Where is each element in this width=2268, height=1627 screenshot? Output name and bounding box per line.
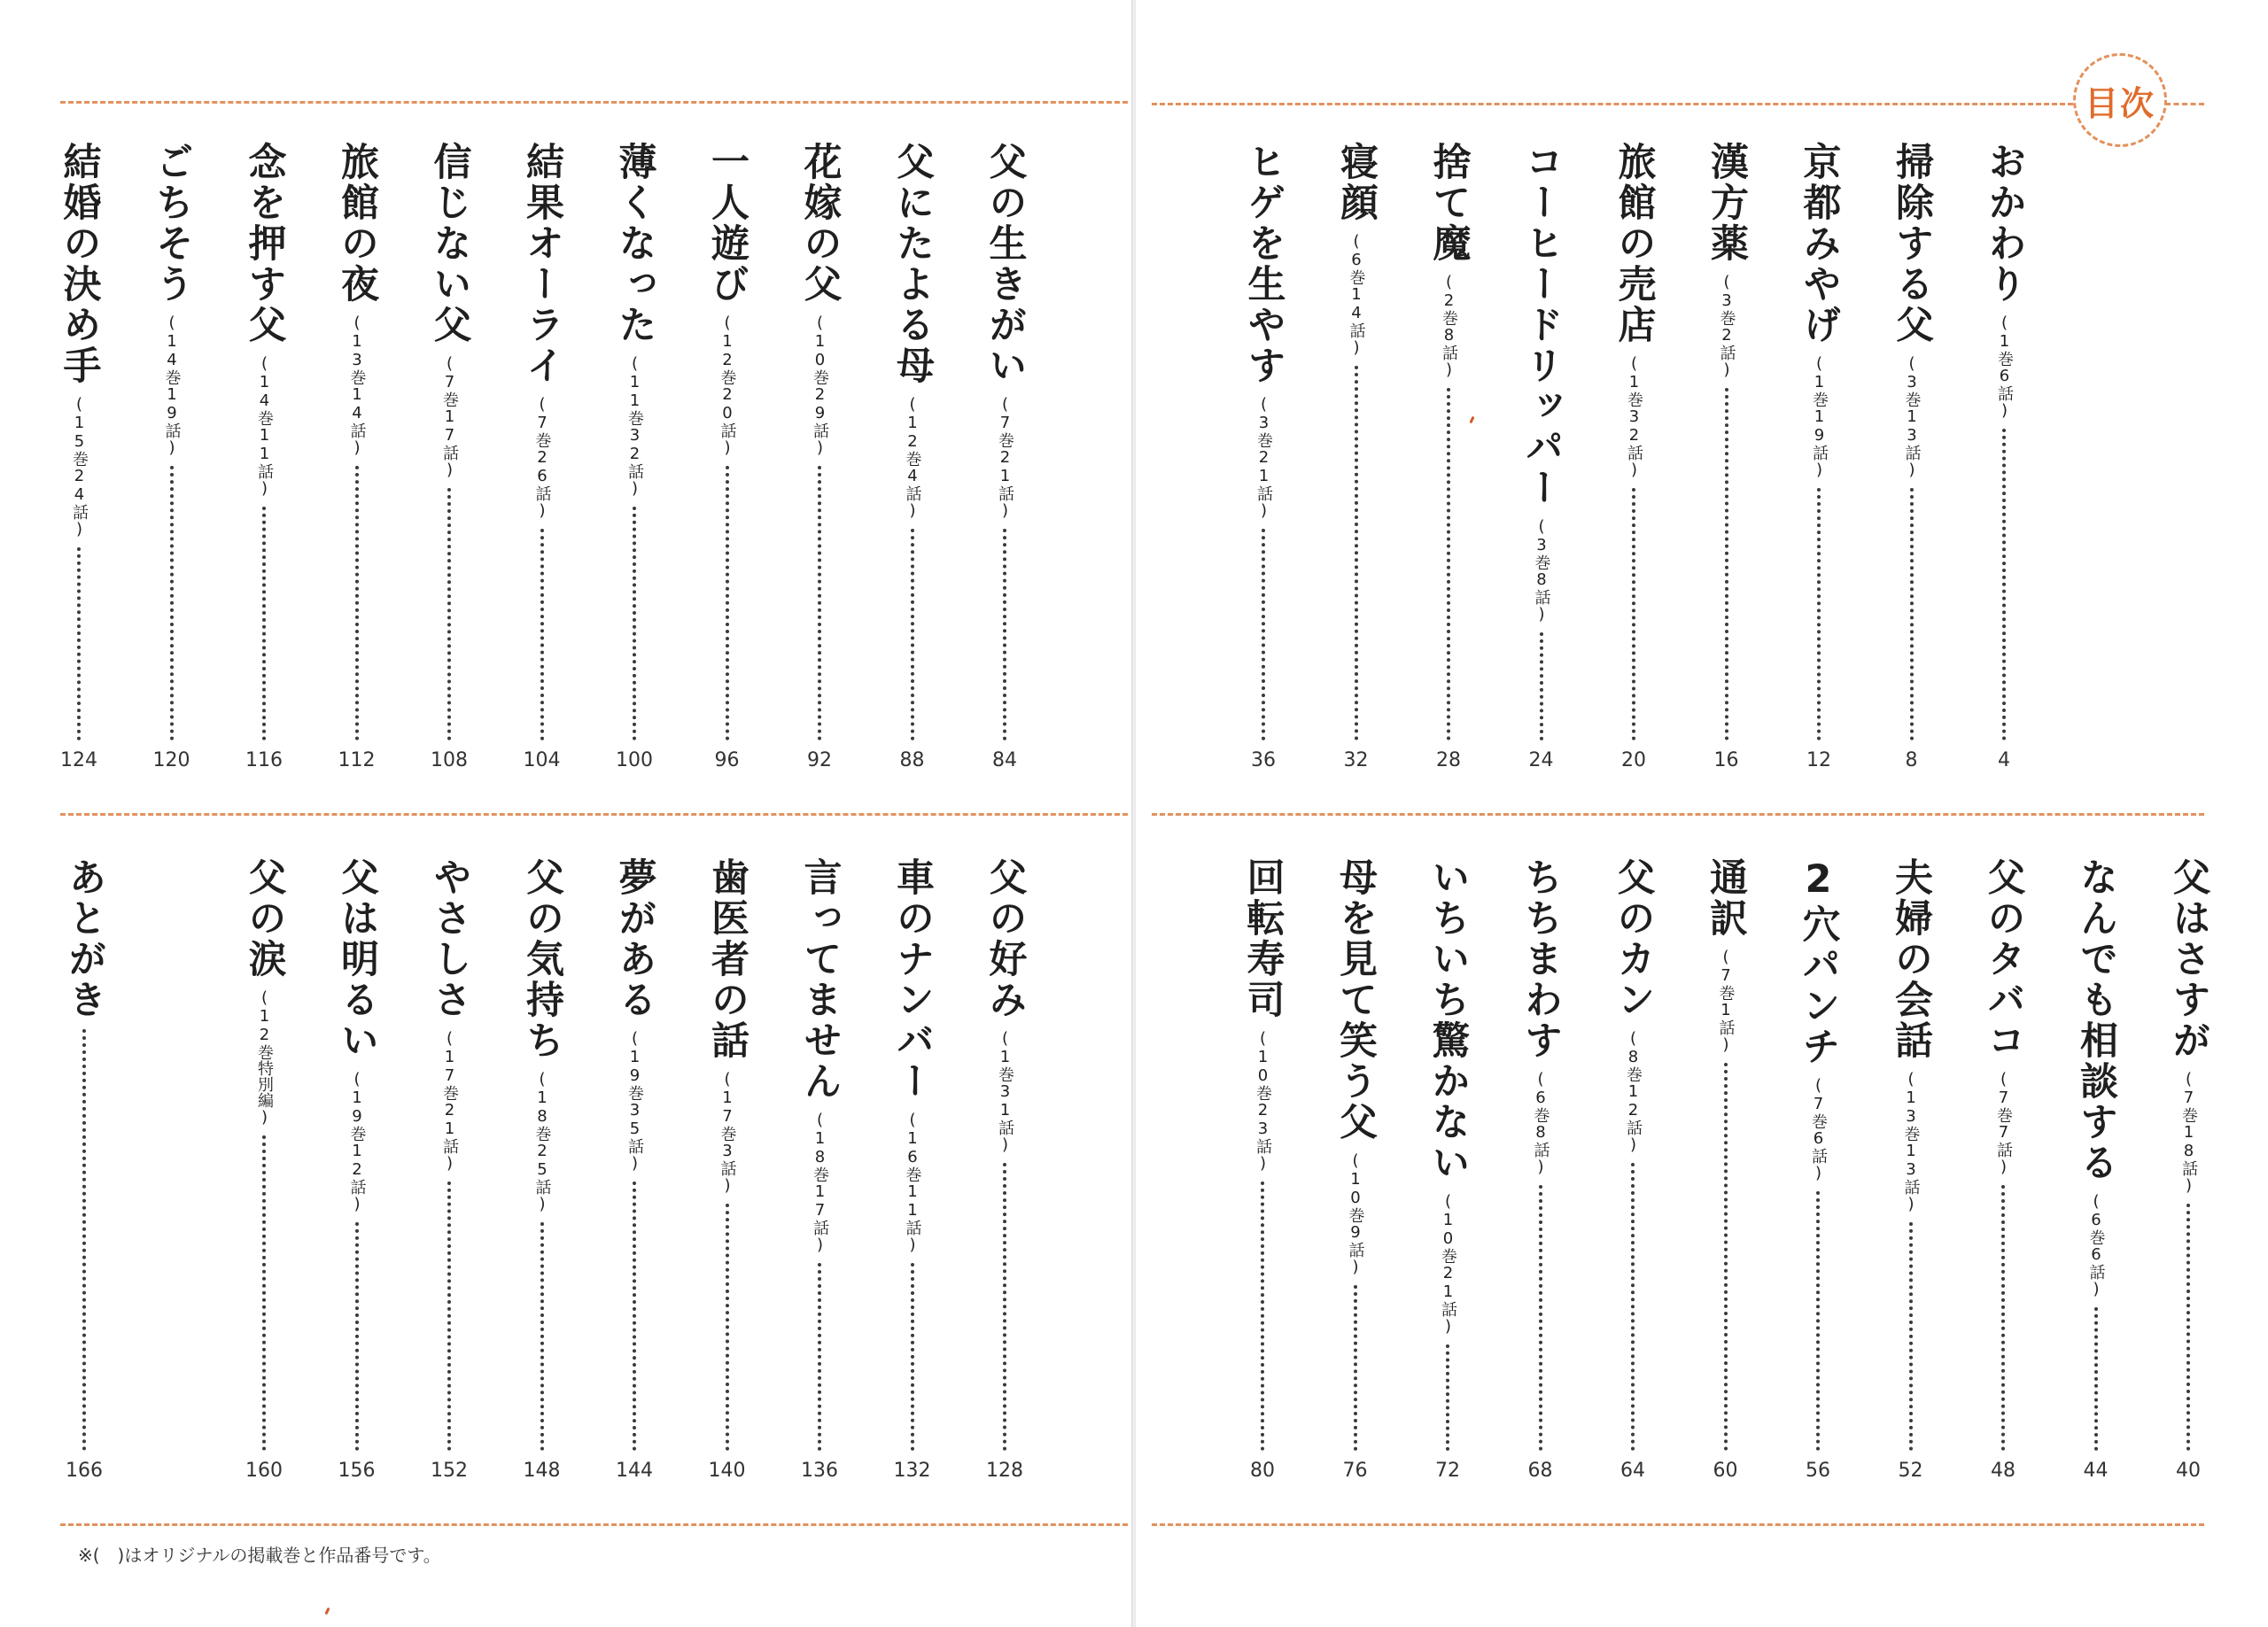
toc-entry-note: (1巻6話) bbox=[1995, 314, 2014, 420]
toc-entry-page: 44 bbox=[2083, 1460, 2109, 1482]
leader-dots bbox=[1909, 1222, 1913, 1451]
toc-entry-note: (7巻7話) bbox=[1994, 1070, 2013, 1176]
toc-entry-page: 56 bbox=[1806, 1460, 1830, 1482]
toc-entry-title: 旅館の売店 bbox=[1612, 142, 1657, 345]
leader-dots bbox=[77, 547, 81, 740]
toc-entry-note: (14巻11話) bbox=[255, 354, 274, 498]
toc-entry-note: (6巻14話) bbox=[1347, 232, 1366, 357]
leader-dots bbox=[447, 1182, 451, 1451]
toc-entry-page: 152 bbox=[431, 1460, 468, 1482]
toc-entry-page: 60 bbox=[1713, 1460, 1738, 1482]
toc-entry bbox=[1694, 857, 1758, 1481]
toc-entry-note: (15巻24話) bbox=[70, 395, 89, 538]
toc-entry-title: 捨て魔 bbox=[1426, 142, 1472, 264]
toc-entry bbox=[881, 857, 944, 1481]
toc-entry-note: (3巻13話) bbox=[1902, 354, 1922, 479]
toc-entry-title: あとがき bbox=[62, 857, 107, 1020]
leader-dots bbox=[1539, 1185, 1542, 1451]
toc-entry bbox=[973, 857, 1037, 1481]
rule-left-bottom bbox=[60, 1523, 1128, 1526]
toc-entry-note: (7巻1話) bbox=[1716, 948, 1736, 1054]
toc-entry bbox=[881, 142, 944, 771]
leader-dots bbox=[1817, 488, 1821, 740]
toc-entry-note: (3巻8話) bbox=[1532, 517, 1551, 624]
toc-entry bbox=[1879, 857, 1943, 1481]
toc-entry-note: (19巻12話) bbox=[347, 1070, 367, 1213]
leader-dots bbox=[2001, 1185, 2005, 1451]
toc-entry-page: 16 bbox=[1713, 749, 1739, 771]
toc-entry-note: (1巻32話) bbox=[1625, 354, 1643, 479]
leader-dots bbox=[262, 507, 266, 740]
toc-entry bbox=[1880, 142, 1944, 771]
toc-entry-page: 4 bbox=[1998, 749, 2010, 771]
toc-entry-title: 信じない父 bbox=[427, 142, 472, 345]
toc-entry-title: 旅館の夜 bbox=[335, 142, 379, 305]
toc-entry-page: 88 bbox=[899, 749, 925, 771]
toc-entry-note: (10巻23話) bbox=[1254, 1029, 1272, 1173]
toc-entry-page: 68 bbox=[1527, 1460, 1553, 1482]
toc-entry-page: 144 bbox=[616, 1460, 653, 1482]
leader-dots bbox=[911, 1263, 914, 1451]
toc-entry-title: 父は明るい bbox=[335, 857, 379, 1061]
toc-entry-title: 2穴パンチ bbox=[1796, 857, 1841, 1067]
leader-dots bbox=[818, 1263, 821, 1451]
toc-entry-title: 夫婦の会話 bbox=[1889, 857, 1933, 1061]
toc-entry bbox=[1972, 142, 2036, 771]
leader-dots bbox=[447, 488, 451, 740]
leader-dots bbox=[1355, 366, 1358, 740]
toc-entry bbox=[47, 142, 111, 771]
toc-entry bbox=[788, 142, 851, 771]
toc-entry-title: 父の涙 bbox=[242, 857, 287, 980]
toc-entry-title: いちいち驚かない bbox=[1425, 857, 1471, 1183]
toc-entry-page: 28 bbox=[1436, 749, 1461, 771]
toc-entry-title: 薄くなった bbox=[612, 142, 657, 345]
toc-entry-note: (7巻17話) bbox=[440, 354, 459, 479]
toc-entry-note: (8巻12話) bbox=[1624, 1029, 1643, 1154]
toc-entry-note: (7巻18話) bbox=[2179, 1070, 2198, 1195]
toc-entry-note: (18巻17話) bbox=[811, 1111, 829, 1254]
toc-entry-page: 64 bbox=[1620, 1460, 1645, 1482]
toc-entry-page: 160 bbox=[245, 1460, 283, 1482]
toc-entry-note: (17巻3話) bbox=[718, 1070, 737, 1195]
leader-dots bbox=[633, 507, 636, 740]
toc-entry-note: (18巻25話) bbox=[532, 1070, 552, 1213]
rule-right-top bbox=[1152, 103, 2073, 105]
toc-entry-title: 父のタバコ bbox=[1981, 857, 2026, 1061]
toc-entry-note: (6巻6話) bbox=[2086, 1192, 2106, 1298]
toc-entry-title: 父の好み bbox=[983, 857, 1028, 1020]
toc-entry-page: 124 bbox=[60, 749, 97, 771]
toc-entry-page: 20 bbox=[1621, 749, 1646, 771]
toc-entry-title: 結婚の決め手 bbox=[57, 142, 102, 386]
toc-entry-note: (19巻35話) bbox=[625, 1029, 644, 1173]
toc-entry-page: 8 bbox=[1905, 749, 1918, 771]
toc-entry bbox=[232, 142, 296, 771]
toc-entry-page: 12 bbox=[1806, 749, 1831, 771]
toc-entry-title: 夢がある bbox=[612, 857, 657, 1020]
toc-entry-page: 40 bbox=[2176, 1460, 2201, 1482]
rule-left-top bbox=[60, 101, 1128, 104]
toc-entry bbox=[1416, 857, 1480, 1481]
toc-entry-page: 76 bbox=[1342, 1460, 1368, 1482]
toc-entry-title: ごちそう bbox=[150, 142, 194, 305]
toc-entry bbox=[1602, 142, 1666, 771]
toc-label: 目次 bbox=[2084, 83, 2155, 123]
rule-left-middle bbox=[60, 813, 1128, 816]
toc-entry-note: (7巻21話) bbox=[996, 395, 1014, 520]
leader-dots bbox=[726, 466, 729, 740]
toc-entry-note: (16巻11話) bbox=[903, 1111, 922, 1254]
toc-entry bbox=[140, 142, 204, 771]
leader-dots bbox=[1003, 1163, 1006, 1451]
toc-entry bbox=[417, 857, 481, 1481]
leader-dots bbox=[1724, 1063, 1728, 1451]
toc-entry-title: 言ってません bbox=[797, 857, 843, 1102]
footnote: ※( )はオリジナルの掲載巻と作品番号です。 bbox=[78, 1545, 441, 1566]
leader-dots bbox=[262, 1135, 266, 1451]
toc-entry-title: 結果オーライ bbox=[520, 142, 564, 386]
toc-entry-page: 156 bbox=[338, 1460, 376, 1482]
toc-entry-page: 132 bbox=[893, 1460, 931, 1482]
toc-entry-title: おかわり bbox=[1982, 142, 2027, 305]
toc-entry bbox=[695, 142, 759, 771]
toc-entry bbox=[1786, 857, 1850, 1481]
toc-entry bbox=[1510, 142, 1573, 771]
leader-dots bbox=[540, 529, 544, 740]
toc-entry bbox=[325, 857, 389, 1481]
leader-dots bbox=[911, 529, 914, 740]
toc-entry-note: (12巻特別編) bbox=[255, 988, 274, 1127]
toc-entry bbox=[1324, 857, 1387, 1481]
toc-entry-note: (13巻13話) bbox=[1901, 1070, 1921, 1213]
toc-entry-page: 120 bbox=[152, 749, 190, 771]
toc-entry bbox=[1231, 142, 1295, 771]
toc-entry-title: 母を見て笑う父 bbox=[1333, 857, 1378, 1143]
leader-dots bbox=[1003, 529, 1006, 740]
toc-entry-note: (3巻21話) bbox=[1254, 395, 1273, 520]
toc-entry bbox=[1601, 857, 1665, 1481]
toc-entry-page: 84 bbox=[992, 749, 1017, 771]
toc-entry-title: 父の生きがい bbox=[983, 142, 1028, 386]
toc-entry-title: 一人遊び bbox=[705, 142, 750, 305]
toc-entry-title: 父のカン bbox=[1611, 857, 1656, 1020]
toc-entry-page: 100 bbox=[616, 749, 653, 771]
toc-entry-title: 歯医者の話 bbox=[705, 857, 750, 1061]
toc-entry bbox=[1231, 857, 1294, 1481]
toc-entry-title: ちちまわす bbox=[1518, 857, 1563, 1061]
leader-dots bbox=[82, 1029, 86, 1451]
toc-entry-title: 京都みやげ bbox=[1797, 142, 1842, 345]
leader-dots bbox=[355, 1222, 359, 1451]
toc-entry-title: 父はさすが bbox=[2166, 857, 2211, 1061]
toc-entry-title: 花嫁の父 bbox=[797, 142, 843, 305]
toc-entry bbox=[973, 142, 1037, 771]
rule-right-bottom bbox=[1152, 1523, 2204, 1526]
toc-entry bbox=[417, 142, 481, 771]
rule-right-middle bbox=[1152, 813, 2204, 816]
toc-entry bbox=[325, 142, 389, 771]
toc-entry-note: (10巻9話) bbox=[1346, 1151, 1365, 1276]
toc-entry-page: 140 bbox=[708, 1460, 746, 1482]
toc-entry bbox=[1695, 142, 1759, 771]
toc-entry-page: 104 bbox=[523, 749, 561, 771]
toc-entry-note: (11巻32話) bbox=[625, 354, 644, 498]
toc-entry-page: 148 bbox=[523, 1460, 561, 1482]
toc-entry-note: (6巻8話) bbox=[1531, 1070, 1550, 1176]
rule-right-top-tail bbox=[2165, 103, 2204, 105]
toc-entry-title: 通訳 bbox=[1704, 857, 1748, 939]
leader-dots bbox=[2094, 1307, 2098, 1451]
leader-dots bbox=[818, 466, 821, 740]
toc-entry bbox=[2064, 857, 2128, 1481]
toc-entry-note: (2巻8話) bbox=[1440, 273, 1458, 379]
toc-entry-title: 車のナンバー bbox=[890, 857, 935, 1102]
toc-entry-title: やさしさ bbox=[427, 857, 472, 1020]
leader-dots bbox=[1725, 388, 1728, 740]
leader-dots bbox=[170, 466, 174, 740]
leader-dots bbox=[1632, 488, 1635, 740]
toc-entry bbox=[232, 857, 296, 1481]
toc-entry-note: (10巻29話) bbox=[811, 314, 829, 457]
toc-entry-page: 112 bbox=[338, 749, 376, 771]
leader-dots bbox=[1631, 1163, 1635, 1451]
toc-entry bbox=[788, 857, 851, 1481]
leader-dots bbox=[2002, 429, 2006, 740]
toc-entry-page: 52 bbox=[1898, 1460, 1923, 1482]
toc-entry bbox=[510, 142, 574, 771]
toc-entry bbox=[1509, 857, 1573, 1481]
leader-dots bbox=[1446, 1344, 1449, 1451]
toc-entry-page: 166 bbox=[66, 1460, 103, 1482]
toc-entry bbox=[602, 857, 666, 1481]
leader-dots bbox=[1447, 388, 1450, 740]
toc-entry bbox=[52, 857, 116, 1481]
toc-entry bbox=[1787, 142, 1851, 771]
leader-dots bbox=[726, 1204, 729, 1451]
toc-entry-page: 96 bbox=[714, 749, 740, 771]
toc-entry bbox=[695, 857, 759, 1481]
toc-entry bbox=[1971, 857, 2035, 1481]
toc-entry-page: 80 bbox=[1250, 1460, 1275, 1482]
toc-entry-page: 108 bbox=[431, 749, 468, 771]
toc-entry-note: (17巻21話) bbox=[440, 1029, 459, 1173]
leader-dots bbox=[1540, 632, 1543, 740]
toc-entry-note: (1巻19話) bbox=[1810, 354, 1829, 479]
toc-entry-title: ヒゲを生やす bbox=[1241, 142, 1286, 386]
toc-entry bbox=[1324, 142, 1388, 771]
toc-entry-note: (7巻6話) bbox=[1809, 1076, 1828, 1182]
leader-dots bbox=[540, 1222, 544, 1451]
toc-entry-title: 寝顔 bbox=[1334, 142, 1379, 223]
toc-entry-title: 掃除する父 bbox=[1890, 142, 1934, 345]
toc-entry-title: 漢方薬 bbox=[1705, 142, 1749, 264]
toc-entry-note: (3巻2話) bbox=[1717, 273, 1736, 379]
toc-entry-note: (7巻26話) bbox=[532, 395, 552, 520]
toc-entry-note: (13巻14話) bbox=[347, 314, 367, 457]
toc-entry-title: 父にたよる母 bbox=[890, 142, 935, 386]
toc-entry bbox=[2156, 857, 2220, 1481]
toc-entry-note: (10巻21話) bbox=[1439, 1192, 1457, 1336]
toc-entry-note: (14巻19話) bbox=[162, 314, 182, 457]
toc-entry-title: なんでも相談する bbox=[2074, 857, 2118, 1183]
toc-entry-page: 32 bbox=[1343, 749, 1369, 771]
leader-dots bbox=[1262, 529, 1265, 740]
toc-entry-page: 92 bbox=[807, 749, 832, 771]
leader-dots bbox=[2186, 1204, 2190, 1451]
toc-entry-page: 24 bbox=[1528, 749, 1554, 771]
leader-dots bbox=[1354, 1285, 1357, 1451]
leader-dots bbox=[633, 1182, 636, 1451]
toc-entry-page: 72 bbox=[1435, 1460, 1460, 1482]
toc-entry-title: 回転寿司 bbox=[1240, 857, 1285, 1020]
toc-entry-title: 念を押す父 bbox=[242, 142, 287, 345]
toc-entry bbox=[510, 857, 574, 1481]
leader-dots bbox=[1816, 1191, 1820, 1451]
toc-entry-note: (12巻4話) bbox=[903, 395, 922, 520]
toc-entry-note: (12巻20話) bbox=[718, 314, 737, 457]
toc-entry-page: 136 bbox=[801, 1460, 838, 1482]
toc-entry bbox=[602, 142, 666, 771]
toc-entry-title: 父の気持ち bbox=[520, 857, 564, 1061]
toc-entry bbox=[1417, 142, 1480, 771]
toc-entry-title: コーヒードリッパー bbox=[1519, 142, 1564, 508]
toc-entry-page: 116 bbox=[245, 749, 283, 771]
leader-dots bbox=[355, 466, 359, 740]
toc-entry-page: 128 bbox=[986, 1460, 1023, 1482]
toc-entry-note: (1巻31話) bbox=[996, 1029, 1014, 1154]
leader-dots bbox=[1261, 1182, 1264, 1451]
toc-entry-page: 36 bbox=[1251, 749, 1276, 771]
leader-dots bbox=[1910, 488, 1914, 740]
toc-badge bbox=[2073, 53, 2167, 147]
toc-entry-page: 48 bbox=[1991, 1460, 2016, 1482]
